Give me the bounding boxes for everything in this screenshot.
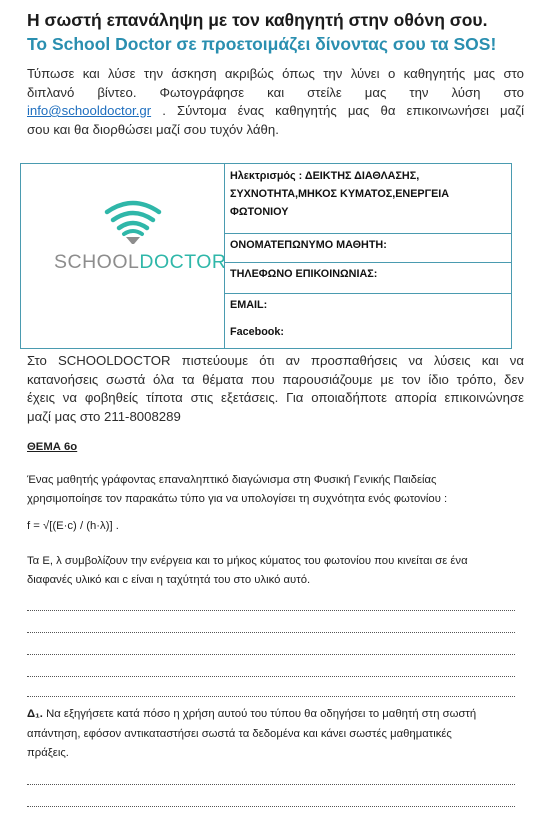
topic-field xyxy=(224,164,511,234)
wifi-signal-icon xyxy=(107,203,159,234)
student-info-card xyxy=(20,163,512,349)
question-line: απάντηση, εφόσον αντικαταστήσει σωστά τα δεδομένα και κάνει σωστές μαθηματικές xyxy=(27,727,452,740)
sos-line: Στο SCHOOLDOCTOR πιστεύουμε ότι αν προσπαθήσεις να λύσεις και να xyxy=(27,353,524,368)
sos-line: μαζί μας στο 211-8008289 xyxy=(27,408,181,424)
answer-line[interactable] xyxy=(27,784,515,785)
page-title: Η σωστή επανάληψη με τον καθηγητή στην οθόνη σου. xyxy=(27,10,488,30)
page-subtitle: Το School Doctor σε προετοιμάζει δίνοντας σου τα SOS! xyxy=(27,34,497,54)
question-text: Να εξηγήσετε κατά πόσο η χρήση αυτού του τύπου θα οδηγήσει το μαθητή στη σωστή xyxy=(42,708,477,720)
exercise-title: ΘΕΜΑ 6ο xyxy=(27,441,78,453)
logo-text-doctor: DOCTOR xyxy=(139,251,224,273)
answer-line[interactable] xyxy=(27,610,515,611)
question-line: πράξεις. xyxy=(27,747,69,759)
sos-line: κατανοήσεις σωστά όλα τα θέματα που παρουσιάζουμε με τον ίδιο τρόπο, δεν xyxy=(27,371,524,387)
question-d1 xyxy=(27,705,476,764)
exercise-intro-line: χρησιμοποίησε τον παρακάτω τύπο για να υπολογίσει τη συχνότητα ενός φωτονίου : xyxy=(27,493,448,505)
student-fields xyxy=(224,164,511,348)
email-field[interactable] xyxy=(224,294,511,348)
answer-line[interactable] xyxy=(27,806,515,807)
formula: f = √[(E·c) / (h·λ)] . xyxy=(27,520,119,532)
exercise-intro xyxy=(27,471,447,509)
intro-line: Τύπωσε και λύσε την άσκηση ακριβώς όπως την λύνει ο καθηγητής μας στο xyxy=(27,66,524,81)
email-link[interactable]: info@schooldoctor.gr xyxy=(27,103,152,118)
intro-paragraph xyxy=(27,65,524,139)
question-line xyxy=(27,705,476,725)
topic-line: Ηλεκτρισμός : ΔΕΙΚΤΗΣ ΔΙΑΘΛΑΣΗΣ, xyxy=(230,170,420,182)
logo-text-school: SCHOOL xyxy=(54,251,140,273)
schooldoctor-logo xyxy=(21,164,224,348)
definition-line: διαφανές υλικό και c είναι η ταχύτητά του στο υλικό αυτό. xyxy=(27,574,311,586)
definition-line: Τα Ε, λ συμβολίζουν την ενέργεια και το μήκος κύματος του φωτονίου που κινείται σε ένα xyxy=(27,555,468,567)
signal-cone-icon xyxy=(126,237,140,244)
intro-line-rest: . Σύντομα ένας καθηγητής μας θα επικοινωνήσει μαζί xyxy=(151,103,524,118)
student-name-label: ΟΝΟΜΑΤΕΠΩΝΥΜΟ ΜΑΘΗΤΗ: xyxy=(230,239,387,251)
svg-text:SCHOOLDOCTOR xyxy=(54,251,224,273)
exercise-intro-line: Ένας μαθητής γράφοντας επαναληπτικό διαγώνισμα στη Φυσική Γενικής Παιδείας xyxy=(27,474,437,486)
logo-cell xyxy=(21,164,225,348)
intro-line: σου και θα διορθώσει μαζί σου τυχόν λάθη. xyxy=(27,121,279,137)
phone-label: ΤΗΛΕΦΩΝΟ ΕΠΙΚΟΙΝΩΝΙΑΣ: xyxy=(230,268,378,280)
exercise-definitions xyxy=(27,552,468,590)
answer-line[interactable] xyxy=(27,676,515,677)
student-name-field[interactable] xyxy=(224,234,511,263)
intro-line: διπλανό βίντεο. Φωτογράφησε και στείλε μας την λύση στο xyxy=(27,84,524,100)
sos-line: έχεις να φοβηθείς τίποτα στις εξετάσεις. Για οποιαδήποτε απορία επικοινώνησε xyxy=(27,390,524,405)
answer-line[interactable] xyxy=(27,654,515,655)
topic-line: ΦΩΤΟΝΙΟΥ xyxy=(230,206,289,218)
email-label: EMAIL: xyxy=(230,299,268,311)
question-label: Δ₁. xyxy=(27,708,43,720)
facebook-label: Facebook: xyxy=(230,326,284,338)
answer-line[interactable] xyxy=(27,632,515,633)
intro-line-with-email xyxy=(27,102,524,121)
sos-paragraph xyxy=(27,352,524,426)
answer-line[interactable] xyxy=(27,696,515,697)
phone-field[interactable] xyxy=(224,263,511,294)
topic-line: ΣΥΧΝΟΤΗΤΑ,ΜΗΚΟΣ ΚΥΜΑΤΟΣ,ΕΝΕΡΓΕΙΑ xyxy=(230,188,450,200)
